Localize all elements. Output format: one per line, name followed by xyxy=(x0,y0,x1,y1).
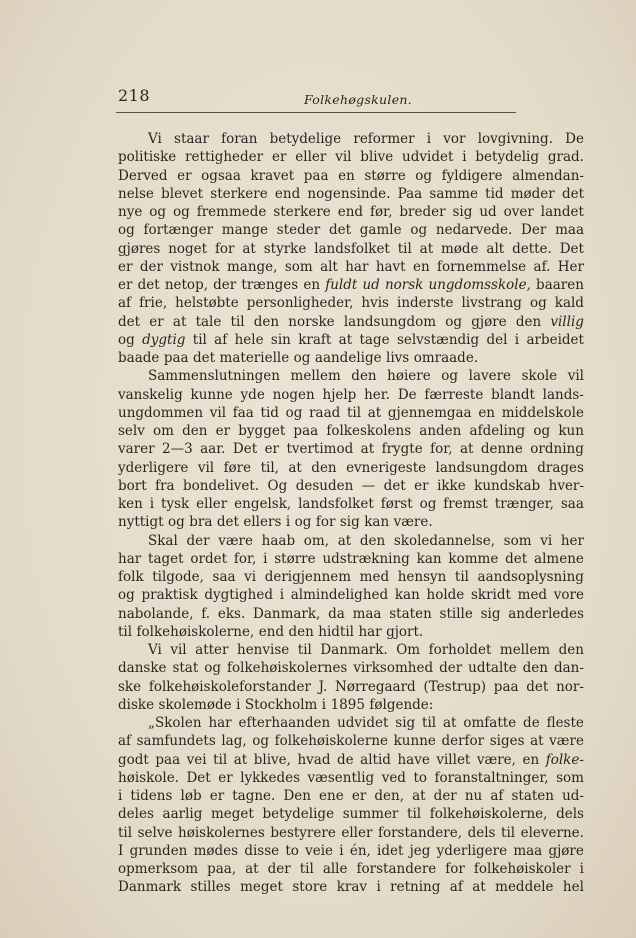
text-line: opmerksom paa, at der til alle forstandere for folkehøiskoler i xyxy=(118,861,584,877)
text-line: til folkehøiskolerne, end den hidtil har gjort. xyxy=(118,623,424,640)
page-number: 218 xyxy=(118,86,151,105)
text-line: „Skolen har efterhaanden udvidet sig til at omfatte de fleste xyxy=(148,715,584,731)
text-line: bort fra bondelivet. Og desuden — det er ikke kundskab hver- xyxy=(118,477,584,494)
text-line: yderligere vil føre til, at den evnerigeste landsungdom drages xyxy=(118,459,584,476)
text-line: Vi staar foran betydelige reformer i vor lovgivning. De xyxy=(148,131,584,147)
text-line: af frie, helstøbte personligheder, hvis inderste livstrang og kald xyxy=(118,295,584,312)
text-line: nabolande, f. eks. Danmark, da maa staten stille sig anderledes xyxy=(118,605,584,622)
text-line: nye og og fremmede sterkere end før, breder sig ud over landet xyxy=(118,204,584,220)
text-line: er det netop, der trænges en fuldt ud norsk ungdomsskole, baaren xyxy=(118,277,584,293)
page-header xyxy=(116,86,516,113)
text-line: Danmark stilles meget store krav i retning af at meddele hel xyxy=(118,879,584,896)
text-line: nyttigt og bra det ellers i og for sig kan være. xyxy=(118,514,433,531)
text-line: og praktisk dygtighed i almindelighed kan holde skridt med vore xyxy=(118,587,584,604)
text-line: danske stat og folkehøiskolernes virksomhed der udtalte den dan- xyxy=(118,660,584,677)
text-line: Sammenslutningen mellem den høiere og lavere skole vil xyxy=(148,368,584,385)
body-text xyxy=(118,130,584,897)
text-line: selv om den er bygget paa folkeskolens anden afdeling og kun xyxy=(118,423,584,439)
text-line: Skal der være haab om, at den skoledannelse, som vi her xyxy=(148,532,584,549)
text-line: det er at tale til den norske landsungdom og gjøre den villig xyxy=(118,313,584,330)
text-line: nelse blevet sterkere end nogensinde. Paa samme tid møder det xyxy=(118,185,584,202)
text-line: ken i tysk eller engelsk, landsfolket først og fremst trænger, saa xyxy=(118,496,584,512)
text-line: gjøres noget for at styrke landsfolket til at møde alt dette. Det xyxy=(118,240,584,257)
text-line: deles aarlig meget betydelige summer til folkehøiskolerne, dels xyxy=(118,806,584,823)
text-line: og dygtig til af hele sin kraft at tage selvstændig del i arbeidet xyxy=(118,331,584,348)
text-line: ungdommen vil faa tid og raad til at gjennemgaa en middelskole xyxy=(118,404,584,421)
text-line: I grunden mødes disse to veie i én, idet jeg yderligere maa gjøre xyxy=(118,842,584,859)
text-line: baade paa det materielle og aandelige livs omraade. xyxy=(118,350,479,366)
text-line: Derved er ogsaa kravet paa en større og fyldigere almendan- xyxy=(118,167,584,184)
text-line: i tidens løb er tagne. Den ene er den, at der nu af staten ud- xyxy=(118,788,584,804)
text-line: folk tilgode, saa vi derigjennem med hensyn til aandsoplysning xyxy=(118,569,584,585)
text-line: ske folkehøiskoleforstander J. Nørregaard (Testrup) paa det nor- xyxy=(118,678,584,695)
running-head: Folkehøgskulen. xyxy=(304,92,413,107)
text-line: vanskelig kunne yde nogen hjelp her. De færreste blandt lands- xyxy=(118,386,584,403)
text-line: varer 2—3 aar. Det er tvertimod at frygte for, at denne ordning xyxy=(118,441,584,458)
text-line: godt paa vei til at blive, hvad de altid have villet være, en folke- xyxy=(118,751,584,768)
text-line: og fortænger mange steder det gamle og nedarvede. Der maa xyxy=(118,222,584,239)
text-line: høiskole. Det er lykkedes væsentlig ved to foranstaltninger, som xyxy=(118,769,584,786)
text-line: til selve høiskolernes bestyrere eller forstandere, dels til eleverne. xyxy=(118,824,584,841)
text-line: af samfundets lag, og folkehøiskolerne kunne derfor siges at være xyxy=(118,733,584,750)
text-line: Vi vil atter henvise til Danmark. Om forholdet mellem den xyxy=(148,642,584,658)
text-line: er der vistnok mange, som alt har havt en fornemmelse af. Her xyxy=(118,258,584,275)
text-line: diske skolemøde i Stockholm i 1895 følgende: xyxy=(118,696,434,713)
text-line: har taget ordet for, i større udstrækning kan komme det almene xyxy=(118,550,584,567)
text-line: politiske rettigheder er eller vil blive udvidet i betydelig grad. xyxy=(118,149,584,166)
